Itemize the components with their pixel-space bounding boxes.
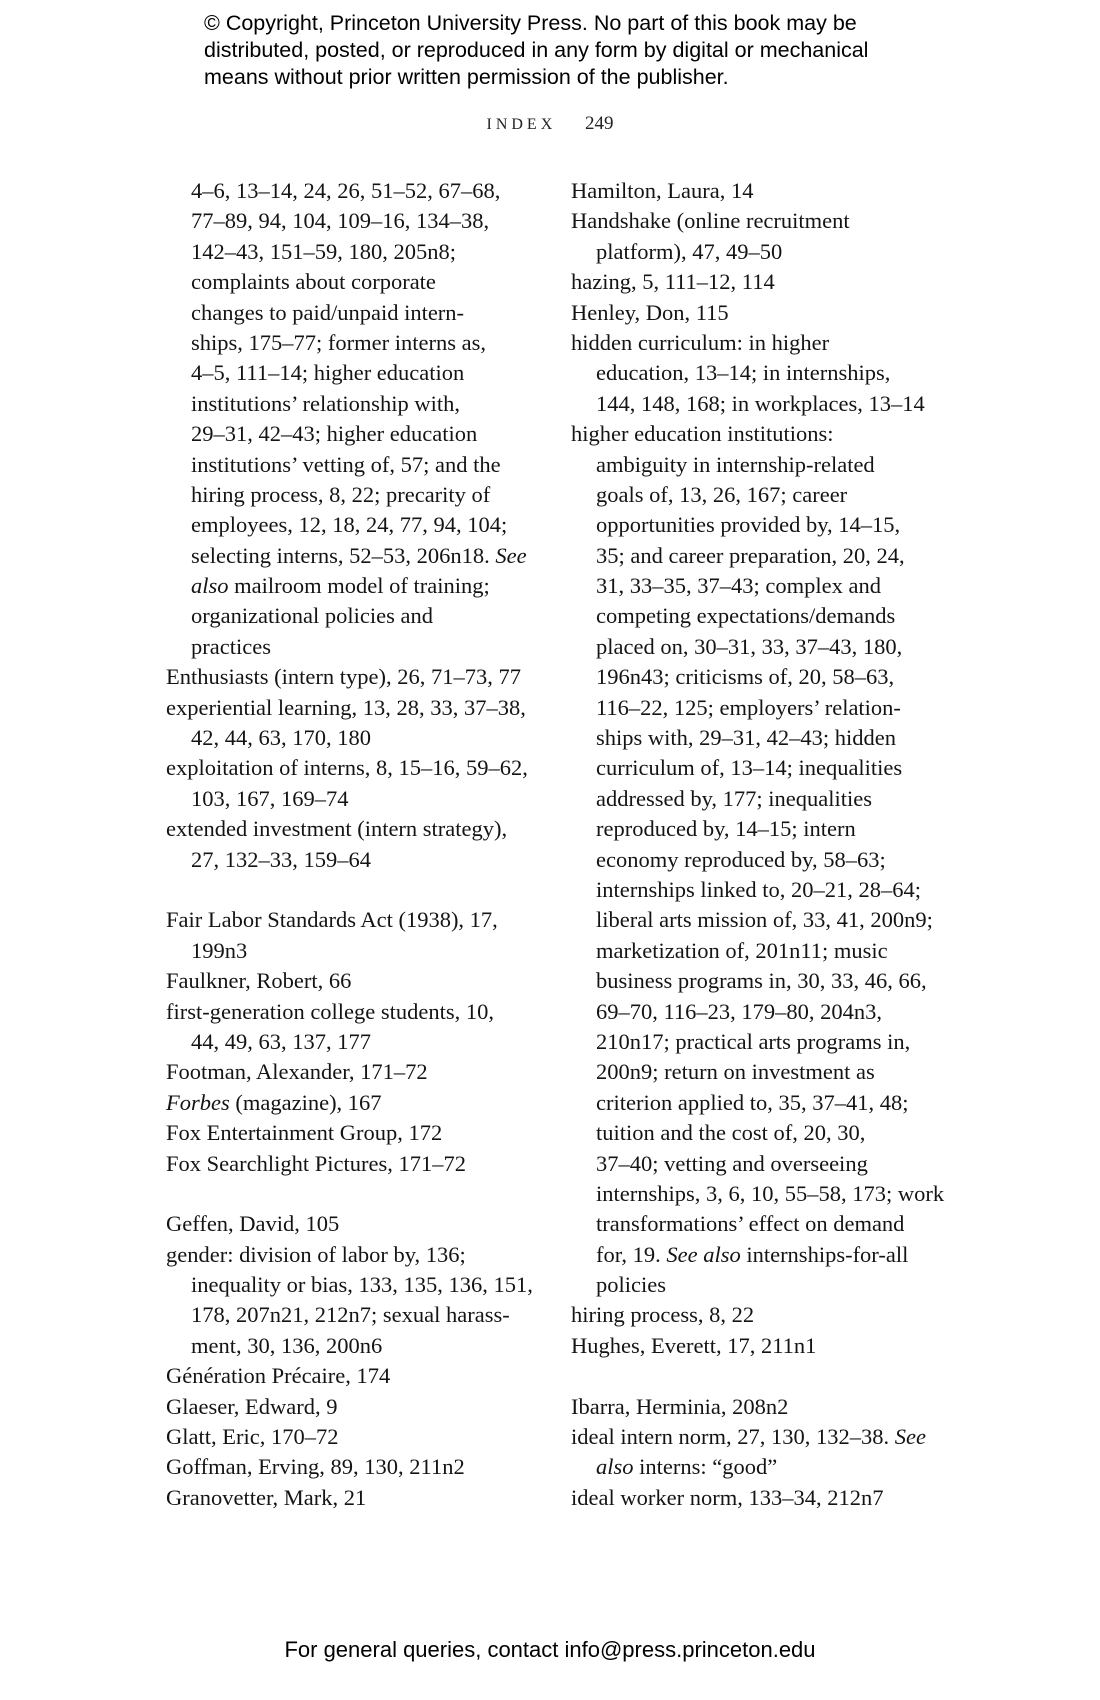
index-text: ships, 175–77; former interns as, xyxy=(191,329,486,355)
index-text: internships, 3, 6, 10, 55–58, 173; work xyxy=(596,1180,945,1206)
index-text: employees, 12, 18, 24, 77, 94, 104; xyxy=(191,512,508,538)
index-line-continued xyxy=(166,206,538,236)
index-line-continued xyxy=(166,510,538,540)
index-text: 116–22, 125; employers’ relation- xyxy=(596,694,901,720)
index-text: hidden curriculum: in higher xyxy=(571,329,830,355)
index-line-continued xyxy=(571,1240,933,1270)
index-text: selecting interns, 52–53, 206n18. xyxy=(191,542,496,568)
index-text: hiring process, 8, 22 xyxy=(571,1302,755,1328)
index-text: for, 19. xyxy=(596,1241,667,1267)
index-text: business programs in, 30, 33, 46, 66, xyxy=(596,968,927,994)
index-line-continued xyxy=(166,298,538,328)
index-line-continued xyxy=(571,753,933,783)
index-text: addressed by, 177; inequalities xyxy=(596,785,872,811)
index-spacer xyxy=(166,1179,538,1209)
index-text: ambiguity in internship-related xyxy=(596,451,875,477)
index-entry-heading xyxy=(571,1300,933,1330)
index-text: Enthusiasts (intern type), 26, 71–73, 77 xyxy=(166,664,521,690)
index-entry-heading xyxy=(571,328,933,358)
index-line-continued xyxy=(571,723,933,753)
index-text: 178, 207n21, 212n7; sexual harass- xyxy=(191,1302,510,1328)
index-italic-text: also xyxy=(596,1454,634,1480)
index-text: 4–5, 111–14; higher education xyxy=(191,360,465,386)
index-line-continued xyxy=(571,389,933,419)
index-text: Génération Précaire, 174 xyxy=(166,1363,391,1389)
index-text: 37–40; vetting and overseeing xyxy=(596,1150,868,1176)
index-text: Goffman, Erving, 89, 130, 211n2 xyxy=(166,1454,465,1480)
index-line-continued xyxy=(571,358,933,388)
index-text: 210n17; practical arts programs in, xyxy=(596,1028,911,1054)
index-line-continued xyxy=(166,1270,538,1300)
index-line-continued xyxy=(571,905,933,935)
index-entry-heading xyxy=(166,1422,538,1452)
index-line-continued xyxy=(166,419,538,449)
index-entry-heading xyxy=(571,1331,933,1361)
index-text: 200n9; return on investment as xyxy=(596,1059,875,1085)
index-line-continued xyxy=(166,328,538,358)
footer-contact: For general queries, contact info@press.princeton.edu xyxy=(284,1637,816,1662)
index-text: economy reproduced by, 58–63; xyxy=(596,846,886,872)
index-text: internships-for-all xyxy=(740,1241,909,1267)
index-text: Hamilton, Laura, 14 xyxy=(571,178,754,203)
index-text: 42, 44, 63, 170, 180 xyxy=(191,725,371,751)
index-entry-heading xyxy=(571,206,933,236)
index-line-continued xyxy=(571,1057,933,1087)
index-entry-heading xyxy=(571,1422,933,1452)
index-text: hazing, 5, 111–12, 114 xyxy=(571,269,775,295)
index-text: practices xyxy=(191,633,271,659)
index-text: ships with, 29–31, 42–43; hidden xyxy=(596,725,897,751)
index-entry-heading xyxy=(166,997,538,1027)
index-entry-heading xyxy=(571,267,933,297)
index-italic-text: also xyxy=(191,573,229,599)
index-text: 44, 49, 63, 137, 177 xyxy=(191,1028,371,1054)
index-italic-text: Forbes xyxy=(166,1089,230,1115)
index-text: 69–70, 116–23, 179–80, 204n3, xyxy=(596,998,883,1024)
index-text: complaints about corporate xyxy=(191,269,436,295)
index-line-continued xyxy=(571,966,933,996)
index-text: 199n3 xyxy=(191,937,248,963)
index-text: 196n43; criticisms of, 20, 58–63, xyxy=(596,664,895,690)
index-text: gender: division of labor by, 136; xyxy=(166,1241,466,1267)
index-column-right xyxy=(571,176,945,1513)
index-line-continued xyxy=(571,571,933,601)
index-text: marketization of, 201n11; music xyxy=(596,937,888,963)
index-entry-heading xyxy=(571,419,933,449)
page-number: 249 xyxy=(585,113,614,134)
index-line-continued xyxy=(166,571,538,601)
index-line-continued xyxy=(571,601,933,631)
index-line-continued xyxy=(571,997,933,1027)
index-line-continued xyxy=(166,1331,538,1361)
index-text: organizational policies and xyxy=(191,603,434,629)
index-line-continued xyxy=(571,662,933,692)
index-line-continued xyxy=(571,1088,933,1118)
index-text: placed on, 30–31, 33, 37–43, 180, xyxy=(596,633,903,659)
index-line-continued xyxy=(571,1209,933,1239)
index-text: higher education institutions: xyxy=(571,421,834,447)
index-entry-heading xyxy=(166,662,538,692)
index-entry-heading xyxy=(571,176,933,206)
index-line-continued xyxy=(571,450,933,480)
index-line-continued xyxy=(166,784,538,814)
index-column-left xyxy=(166,176,538,1513)
index-text: Geffen, David, 105 xyxy=(166,1211,340,1237)
index-line-continued xyxy=(166,267,538,297)
index-text: hiring process, 8, 22; precarity of xyxy=(191,481,491,507)
index-text: Hughes, Everett, 17, 211n1 xyxy=(571,1332,817,1358)
index-entry-heading xyxy=(166,1483,538,1513)
index-text: experiential learning, 13, 28, 33, 37–38, xyxy=(166,694,526,720)
index-entry-heading xyxy=(166,814,538,844)
index-text: extended investment (intern strategy), xyxy=(166,816,508,842)
index-entry-heading xyxy=(571,1392,933,1422)
index-entry-heading xyxy=(166,1452,538,1482)
index-entry-heading xyxy=(166,966,538,996)
index-text: Glaeser, Edward, 9 xyxy=(166,1393,338,1419)
index-line-continued xyxy=(571,814,933,844)
index-line-continued xyxy=(571,693,933,723)
index-text: platform), 47, 49–50 xyxy=(596,238,783,264)
index-line-continued xyxy=(166,480,538,510)
index-line-continued xyxy=(571,632,933,662)
index-entry-heading xyxy=(166,1057,538,1087)
index-entry-heading xyxy=(166,1118,538,1148)
index-italic-text: See xyxy=(894,1424,926,1450)
index-line-continued xyxy=(166,936,538,966)
index-spacer xyxy=(166,875,538,905)
index-entry-heading xyxy=(571,1483,933,1513)
index-text: Granovetter, Mark, 21 xyxy=(166,1484,367,1510)
index-text: Faulkner, Robert, 66 xyxy=(166,968,352,994)
index-text: goals of, 13, 26, 167; career xyxy=(596,481,848,507)
copyright-line: means without prior written permission of the publisher. xyxy=(204,65,729,89)
index-text: Fox Entertainment Group, 172 xyxy=(166,1120,443,1146)
index-line-continued xyxy=(571,541,933,571)
index-text: mailroom model of training; xyxy=(228,573,490,599)
index-line-continued xyxy=(166,450,538,480)
index-text: competing expectations/demands xyxy=(596,603,896,629)
index-text: 77–89, 94, 104, 109–16, 134–38, xyxy=(191,208,490,234)
index-line-continued xyxy=(166,723,538,753)
index-text: policies xyxy=(596,1272,666,1298)
index-text: Ibarra, Herminia, 208n2 xyxy=(571,1393,789,1419)
index-text: reproduced by, 14–15; intern xyxy=(596,816,856,842)
index-text: opportunities provided by, 14–15, xyxy=(596,512,901,538)
index-text: curriculum of, 13–14; inequalities xyxy=(596,755,903,781)
index-entry-heading xyxy=(166,1149,538,1179)
index-line-continued xyxy=(571,875,933,905)
index-text: changes to paid/unpaid intern- xyxy=(191,299,465,325)
index-text: Footman, Alexander, 171–72 xyxy=(166,1059,428,1085)
running-head-label: INDEX xyxy=(486,116,557,133)
index-entry-heading xyxy=(166,1209,538,1239)
index-text: interns: “good” xyxy=(633,1454,778,1480)
index-line-continued xyxy=(571,1179,945,1209)
index-line-continued xyxy=(166,389,538,419)
index-line-continued xyxy=(571,845,933,875)
index-text: Glatt, Eric, 170–72 xyxy=(166,1424,339,1450)
index-line-continued xyxy=(571,1027,933,1057)
index-text: Fox Searchlight Pictures, 171–72 xyxy=(166,1150,466,1176)
index-text: criterion applied to, 35, 37–41, 48; xyxy=(596,1089,909,1115)
index-line-continued xyxy=(166,845,538,875)
index-entry-heading xyxy=(166,1240,538,1270)
index-entry-heading xyxy=(571,298,933,328)
index-entry-heading xyxy=(166,753,538,783)
index-entry-heading xyxy=(166,1088,538,1118)
index-text: institutions’ vetting of, 57; and the xyxy=(191,451,501,477)
index-line-continued xyxy=(166,1300,538,1330)
index-text: 103, 167, 169–74 xyxy=(191,785,349,811)
index-text: exploitation of interns, 8, 15–16, 59–62, xyxy=(166,755,528,781)
running-head xyxy=(0,113,1100,135)
index-line-continued xyxy=(571,936,933,966)
index-line-continued xyxy=(166,541,538,571)
index-italic-text: See also xyxy=(666,1241,741,1267)
copyright-notice xyxy=(204,10,924,91)
index-entry-heading xyxy=(166,905,538,935)
index-text: 35; and career preparation, 20, 24, xyxy=(596,542,905,568)
index-italic-text: See xyxy=(495,542,527,568)
index-text: inequality or bias, 133, 135, 136, 151, xyxy=(191,1272,533,1298)
index-line-continued xyxy=(571,1452,933,1482)
index-entry-heading xyxy=(166,1361,538,1391)
index-text: (magazine), 167 xyxy=(229,1089,382,1115)
copyright-line: distributed, posted, or reproduced in any form by digital or mechanical xyxy=(204,38,869,62)
index-text: ideal intern norm, 27, 130, 132–38. xyxy=(571,1424,895,1450)
index-line-continued xyxy=(571,784,933,814)
index-text: Fair Labor Standards Act (1938), 17, xyxy=(166,907,498,933)
index-line-continued xyxy=(166,237,538,267)
index-text: 144, 148, 168; in workplaces, 13–14 xyxy=(596,390,925,416)
index-text: liberal arts mission of, 33, 41, 200n9; xyxy=(596,907,933,933)
index-text: transformations’ effect on demand xyxy=(596,1211,905,1237)
index-line-continued xyxy=(571,480,933,510)
index-text: 142–43, 151–59, 180, 205n8; xyxy=(191,238,457,264)
index-line-continued xyxy=(571,1270,933,1300)
index-text: education, 13–14; in internships, xyxy=(596,360,891,386)
index-line-continued xyxy=(571,237,933,267)
copyright-line: © Copyright, Princeton University Press. No part of this book may be xyxy=(204,11,857,35)
index-line-continued xyxy=(166,1027,538,1057)
index-entry-heading xyxy=(166,693,538,723)
index-text: tuition and the cost of, 20, 30, xyxy=(596,1120,866,1146)
index-text: 4–6, 13–14, 24, 26, 51–52, 67–68, xyxy=(191,178,501,203)
index-line-continued xyxy=(166,176,538,206)
index-text: ideal worker norm, 133–34, 212n7 xyxy=(571,1484,884,1510)
index-spacer xyxy=(571,1361,933,1391)
index-line-continued xyxy=(571,510,933,540)
index-text: ment, 30, 136, 200n6 xyxy=(191,1332,383,1358)
index-text: 27, 132–33, 159–64 xyxy=(191,846,371,872)
index-line-continued xyxy=(571,1149,933,1179)
index-line-continued xyxy=(571,1118,933,1148)
index-text: 29–31, 42–43; higher education xyxy=(191,421,478,447)
index-text: 31, 33–35, 37–43; complex and xyxy=(596,573,881,599)
index-text: Henley, Don, 115 xyxy=(571,299,729,325)
index-text: institutions’ relationship with, xyxy=(191,390,460,416)
index-line-continued xyxy=(166,601,538,631)
index-text: Handshake (online recruitment xyxy=(571,208,850,234)
index-line-continued xyxy=(166,632,538,662)
index-line-continued xyxy=(166,358,538,388)
index-text: first-generation college students, 10, xyxy=(166,998,495,1024)
index-text: internships linked to, 20–21, 28–64; xyxy=(596,876,921,902)
index-entry-heading xyxy=(166,1392,538,1422)
